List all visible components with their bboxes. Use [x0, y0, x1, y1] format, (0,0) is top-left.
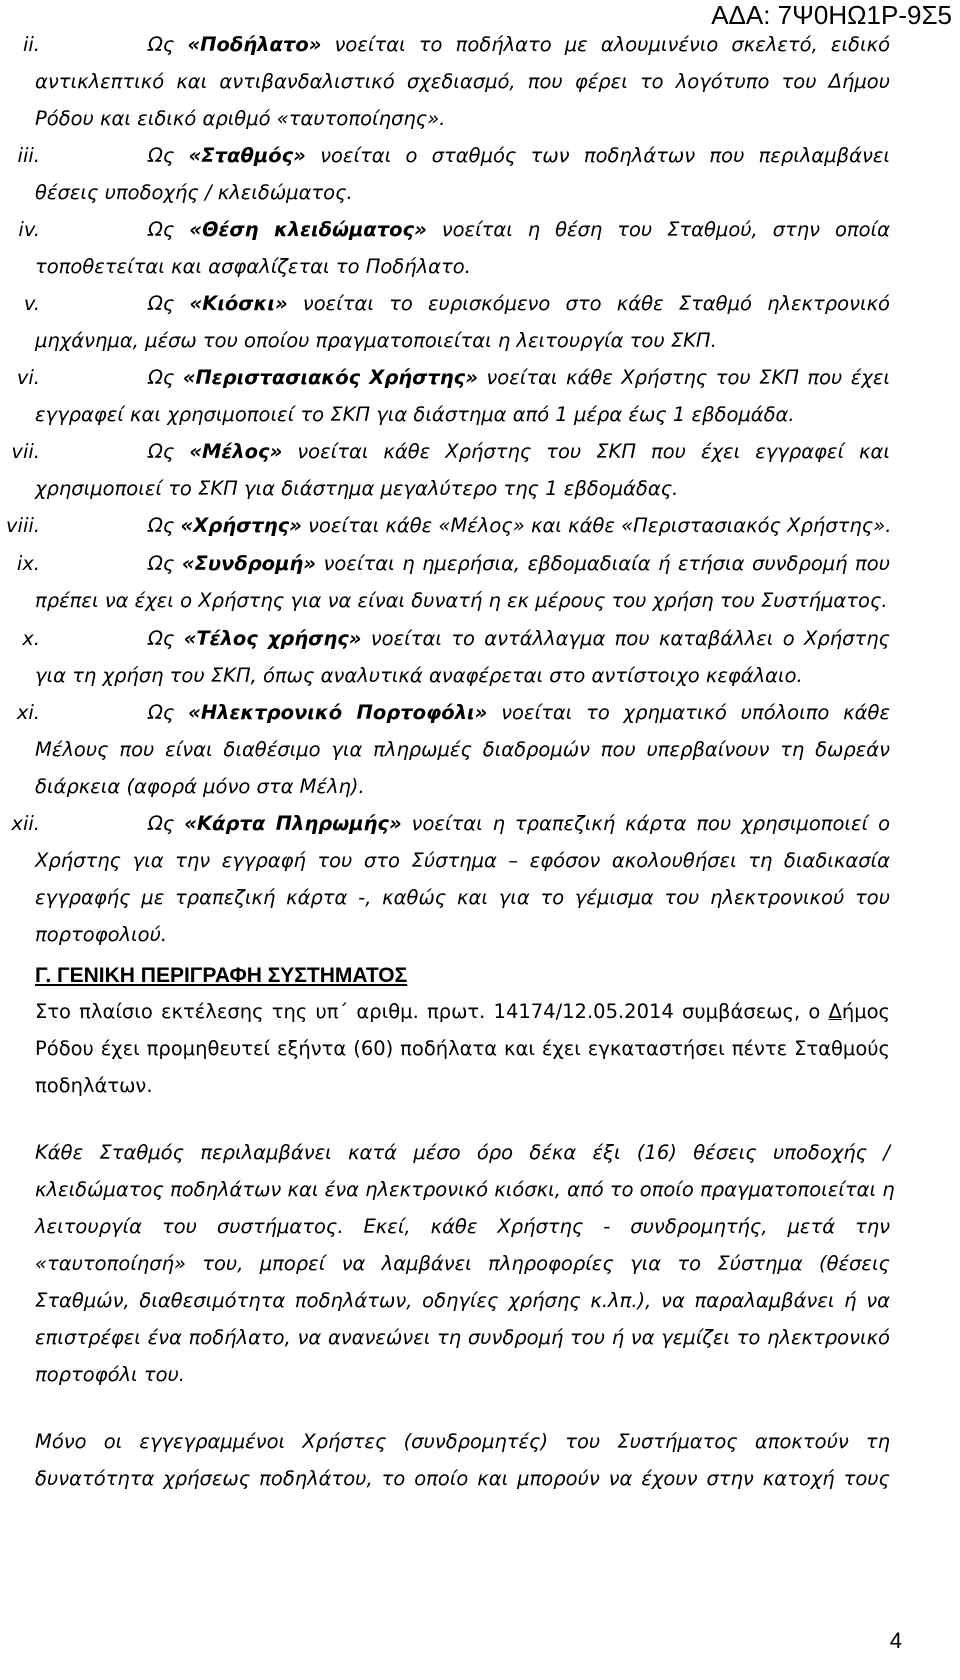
item-line: διάρκεια (αφορά μόνο στα Μέλη). — [35, 775, 365, 798]
paragraph-line: Κάθε Σταθμός περιλαμβάνει κατά μέσο όρο δέκα έξι (16) θέσεις υποδοχής / — [35, 1141, 890, 1164]
item-line: Ρόδου και ειδικό αριθμό «ταυτοποίησης». — [35, 107, 446, 130]
paragraph-line: Μόνο οι εγγεγραμμένοι Χρήστες (συνδρομητές) του Συστήματος αποκτούν τη — [35, 1430, 890, 1453]
defined-term: «Κάρτα Πληρωμής» — [184, 812, 402, 835]
item-first-line: Ως «Σταθμός» νοείται ο σταθμός των ποδηλάτων που περιλαμβάνει — [148, 144, 890, 167]
item-line: θέσεις υποδοχής / κλειδώματος. — [35, 181, 353, 204]
paragraph-line: λειτουργία του συστήματος. Εκεί, κάθε Χρήστης - συνδρομητής, μετά την — [35, 1215, 890, 1238]
item-line: πορτοφολιού. — [35, 923, 168, 946]
item-line: χρησιμοποιεί το ΣΚΠ για διάστημα μεγαλύτερο της 1 εβδομάδας. — [35, 477, 679, 500]
item-number: vii. — [11, 440, 40, 463]
item-first-line: Ως «Ποδήλατο» νοείται το ποδήλατο με αλουμινένιο σκελετό, ειδικό — [148, 33, 890, 56]
page-number: 4 — [889, 1628, 902, 1653]
paragraph-line: πορτοφόλι του. — [35, 1363, 186, 1386]
paragraph-line: Ρόδου έχει προμηθευτεί εξήντα (60) ποδήλατα και έχει εγκαταστήσει πέντε Σταθμούς — [35, 1037, 890, 1060]
item-number: vi. — [16, 366, 40, 389]
item-line: πρέπει να έχει ο Χρήστης για να είναι δυνατή η εκ μέρους του χρήση του Συστήματος. — [35, 589, 888, 612]
item-line: Μέλους που είναι διαθέσιμο για πληρωμές διαδρομών που υπερβαίνουν τη δωρεάν — [35, 738, 890, 761]
item-first-line: Ως «Περιστασιακός Χρήστης» νοείται κάθε Χρήστης του ΣΚΠ που έχει — [148, 366, 890, 389]
item-first-line: Ως «Τέλος χρήσης» νοείται το αντάλλαγμα που καταβάλλει ο Χρήστης — [148, 627, 890, 650]
item-first-line: Ως «Θέση κλειδώματος» νοείται η θέση του Σταθμού, στην οποία — [148, 218, 891, 241]
item-line: για τη χρήση του ΣΚΠ, όπως αναλυτικά αναφέρεται στο αντίστοιχο κεφάλαιο. — [35, 664, 803, 687]
paragraph-line: επιστρέφει ένα ποδήλατο, να ανανεώνει τη συνδρομή του ή να γεμίζει το ηλεκτρονικό — [35, 1326, 890, 1349]
item-line: εγγραφεί και χρησιμοποιεί το ΣΚΠ για διάστημα από 1 μέρα έως 1 εβδομάδα. — [35, 403, 795, 426]
item-line: τοποθετείται και ασφαλίζεται το Ποδήλατο. — [35, 255, 471, 278]
defined-term: «Συνδρομή» — [181, 552, 316, 575]
paragraph-line: κλειδώματος ποδηλάτων και ένα ηλεκτρονικό κιόσκι, από το οποίο πραγματοποιείται η — [35, 1178, 895, 1201]
defined-term: «Τέλος χρήσης» — [183, 627, 362, 650]
item-first-line: Ως «Συνδρομή» νοείται η ημερήσια, εβδομαδιαία ή ετήσια συνδρομή που — [148, 552, 890, 575]
item-first-line: Ως «Κιόσκι» νοείται το ευρισκόμενο στο κάθε Σταθμό ηλεκτρονικό — [148, 292, 890, 315]
defined-term: «Ποδήλατο» — [187, 33, 322, 56]
defined-term: «Θέση κλειδώματος» — [189, 218, 427, 241]
paragraph-line: ποδηλάτων. — [35, 1074, 153, 1097]
item-first-line: Ως «Κάρτα Πληρωμής» νοείται η τραπεζική κάρτα που χρησιμοποιεί ο — [148, 812, 890, 835]
item-number: ii. — [22, 33, 40, 56]
defined-term: «Σταθμός» — [188, 144, 306, 167]
item-number: iv. — [18, 218, 40, 241]
item-first-line: Ως «Ηλεκτρονικό Πορτοφόλι» νοείται το χρηματικό υπόλοιπο κάθε — [148, 701, 890, 724]
item-number: ix. — [16, 552, 40, 575]
item-number: viii. — [6, 514, 40, 537]
item-number: x. — [22, 627, 40, 650]
item-number: xii. — [11, 812, 40, 835]
paragraph-line: «ταυτοποίησή» του, μπορεί να λαμβάνει πληροφορίες για το Σύστημα (θέσεις — [35, 1252, 890, 1275]
item-number: xi. — [16, 701, 40, 724]
item-first-line: Ως «Χρήστης» νοείται κάθε «Μέλος» και κάθε «Περιστασιακός Χρήστης». — [148, 514, 892, 537]
defined-term: «Περιστασιακός Χρήστης» — [182, 366, 478, 389]
item-line: Χρήστης για την εγγραφή του στο Σύστημα – εφόσον ακολουθήσει τη διαδικασία — [35, 849, 890, 872]
section-heading: Γ. ΓΕΝΙΚΗ ΠΕΡΙΓΡΑΦΗ ΣΥΣΤΗΜΑΤΟΣ — [35, 964, 408, 987]
paragraph-line: Στο πλαίσιο εκτέλεσης της υπ΄ αριθμ. πρωτ. 14174/12.05.2014 συμβάσεως, ο Δήμος — [35, 1000, 890, 1023]
item-line: μηχάνημα, μέσω του οποίου πραγματοποιείται η λειτουργία του ΣΚΠ. — [35, 329, 717, 352]
document-id: ΑΔΑ: 7Ψ0ΗΩ1Ρ-9Σ5 — [711, 0, 952, 30]
item-line: εγγραφής με τραπεζική κάρτα -, καθώς και για το γέμισμα του ηλεκτρονικού του — [35, 886, 890, 909]
item-line: αντικλεπτικό και αντιβανδαλιστικό σχεδιασμό, που φέρει το λογότυπο του Δήμου — [35, 70, 890, 93]
defined-term: «Κιόσκι» — [189, 292, 288, 315]
paragraph-line: Σταθμών, διαθεσιμότητα ποδηλάτων, οδηγίες χρήσης κ.λπ.), να παραλαμβάνει ή να — [35, 1289, 890, 1312]
defined-term: «Ηλεκτρονικό Πορτοφόλι» — [188, 701, 488, 724]
defined-term: «Μέλος» — [189, 440, 283, 463]
paragraph-line: δυνατότητα χρήσεως ποδηλάτου, το οποίο και μπορούν να έχουν στην κατοχή τους — [35, 1467, 890, 1490]
item-first-line: Ως «Μέλος» νοείται κάθε Χρήστης του ΣΚΠ που έχει εγγραφεί και — [148, 440, 891, 463]
item-number: iii. — [17, 144, 40, 167]
defined-term: «Χρήστης» — [180, 514, 302, 537]
item-number: v. — [23, 292, 40, 315]
